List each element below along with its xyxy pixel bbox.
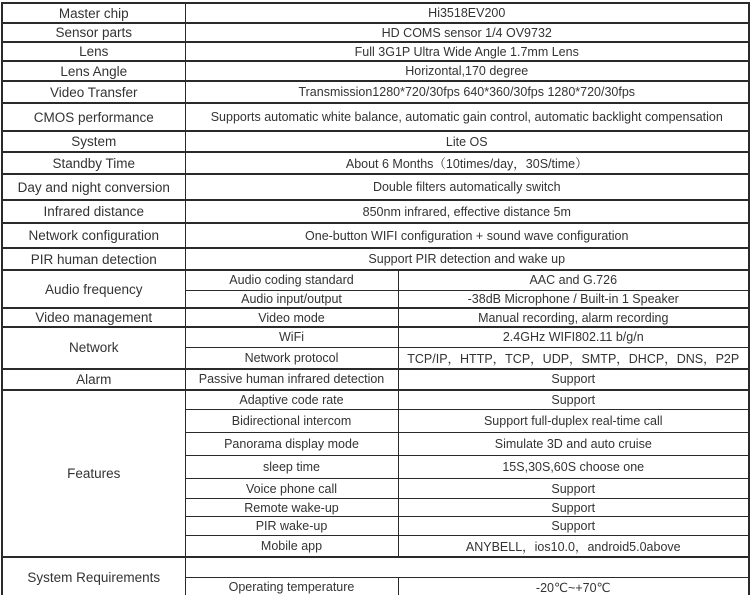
spec-subname: Operating temperature xyxy=(185,577,398,595)
spec-value: Support xyxy=(398,517,749,536)
spec-label: Lens Angle xyxy=(2,61,185,81)
table-row xyxy=(2,270,749,290)
spec-value: -20℃~+70℃ xyxy=(398,577,749,595)
spec-subname: Passive human infrared detection xyxy=(185,369,398,390)
group-label: Video management xyxy=(2,308,185,327)
spec-value: Support xyxy=(398,499,749,517)
table-row xyxy=(2,81,749,103)
spec-subname: Remote wake-up xyxy=(185,499,398,517)
spec-value-empty xyxy=(185,557,749,577)
spec-subname: Mobile app xyxy=(185,536,398,558)
table-row xyxy=(2,557,749,577)
spec-label: Network configuration xyxy=(2,223,185,248)
spec-subname: PIR wake-up xyxy=(185,517,398,536)
spec-value: Support xyxy=(398,390,749,410)
spec-subname: Video mode xyxy=(185,308,398,327)
spec-table xyxy=(1,2,750,595)
spec-subname: Bidirectional intercom xyxy=(185,410,398,433)
spec-subname: Audio input/output xyxy=(185,290,398,308)
table-row xyxy=(2,131,749,152)
table-row xyxy=(2,390,749,410)
spec-value: 15S,30S,60S choose one xyxy=(398,456,749,479)
table-row xyxy=(2,308,749,327)
table-row xyxy=(2,23,749,42)
spec-label: System xyxy=(2,131,185,152)
spec-label: Infrared distance xyxy=(2,200,185,223)
table-row xyxy=(2,42,749,61)
spec-value: Support PIR detection and wake up xyxy=(185,248,749,270)
table-row xyxy=(2,3,749,23)
group-label: Audio frequency xyxy=(2,270,185,308)
spec-value: 2.4GHz WIFI802.11 b/g/n xyxy=(398,327,749,347)
table-row xyxy=(2,369,749,390)
spec-value: TCP/IP，HTTP，TCP，UDP，SMTP，DHCP，DNS，P2P xyxy=(398,347,749,369)
spec-subname: Voice phone call xyxy=(185,479,398,499)
spec-value: Simulate 3D and auto cruise xyxy=(398,433,749,456)
spec-label: Day and night conversion xyxy=(2,174,185,200)
group-label: System Requirements xyxy=(2,557,185,595)
spec-label: Lens xyxy=(2,42,185,61)
spec-label: Standby Time xyxy=(2,152,185,174)
spec-subname: WiFi xyxy=(185,327,398,347)
table-row xyxy=(2,200,749,223)
table-row xyxy=(2,223,749,248)
table-row xyxy=(2,174,749,200)
spec-value: ANYBELL，ios10.0，android5.0above xyxy=(398,536,749,558)
spec-value: -38dB Microphone / Built-in 1 Speaker xyxy=(398,290,749,308)
table-row xyxy=(2,103,749,131)
spec-value: Full 3G1P Ultra Wide Angle 1.7mm Lens xyxy=(185,42,749,61)
spec-subname: Panorama display mode xyxy=(185,433,398,456)
spec-value: Manual recording, alarm recording xyxy=(398,308,749,327)
table-row xyxy=(2,248,749,270)
spec-value: Double filters automatically switch xyxy=(185,174,749,200)
table-row xyxy=(2,327,749,347)
spec-label: CMOS performance xyxy=(2,103,185,131)
spec-subname: Audio coding standard xyxy=(185,270,398,290)
spec-value: About 6 Months（10times/day，30S/time） xyxy=(185,152,749,174)
spec-value: 850nm infrared, effective distance 5m xyxy=(185,200,749,223)
spec-value: Support xyxy=(398,479,749,499)
spec-value: Support xyxy=(398,369,749,390)
spec-value: Support full-duplex real-time call xyxy=(398,410,749,433)
spec-value: One-button WIFI configuration + sound wave configuration xyxy=(185,223,749,248)
spec-value: AAC and G.726 xyxy=(398,270,749,290)
group-label: Alarm xyxy=(2,369,185,390)
spec-value: Transmission1280*720/30fps 640*360/30fps 1280*720/30fps xyxy=(185,81,749,103)
table-row xyxy=(2,152,749,174)
spec-value: Lite OS xyxy=(185,131,749,152)
spec-value: Horizontal,170 degree xyxy=(185,61,749,81)
spec-value: Hi3518EV200 xyxy=(185,3,749,23)
spec-label: Master chip xyxy=(2,3,185,23)
spec-subname: Adaptive code rate xyxy=(185,390,398,410)
group-label: Features xyxy=(2,390,185,558)
group-label: Network xyxy=(2,327,185,369)
spec-label: Video Transfer xyxy=(2,81,185,103)
spec-subname: Network protocol xyxy=(185,347,398,369)
spec-label: Sensor parts xyxy=(2,23,185,42)
spec-label: PIR human detection xyxy=(2,248,185,270)
spec-subname: sleep time xyxy=(185,456,398,479)
spec-value: Supports automatic white balance, automatic gain control, automatic backlight compensation xyxy=(185,103,749,131)
spec-value: HD COMS sensor 1/4 OV9732 xyxy=(185,23,749,42)
table-row xyxy=(2,61,749,81)
